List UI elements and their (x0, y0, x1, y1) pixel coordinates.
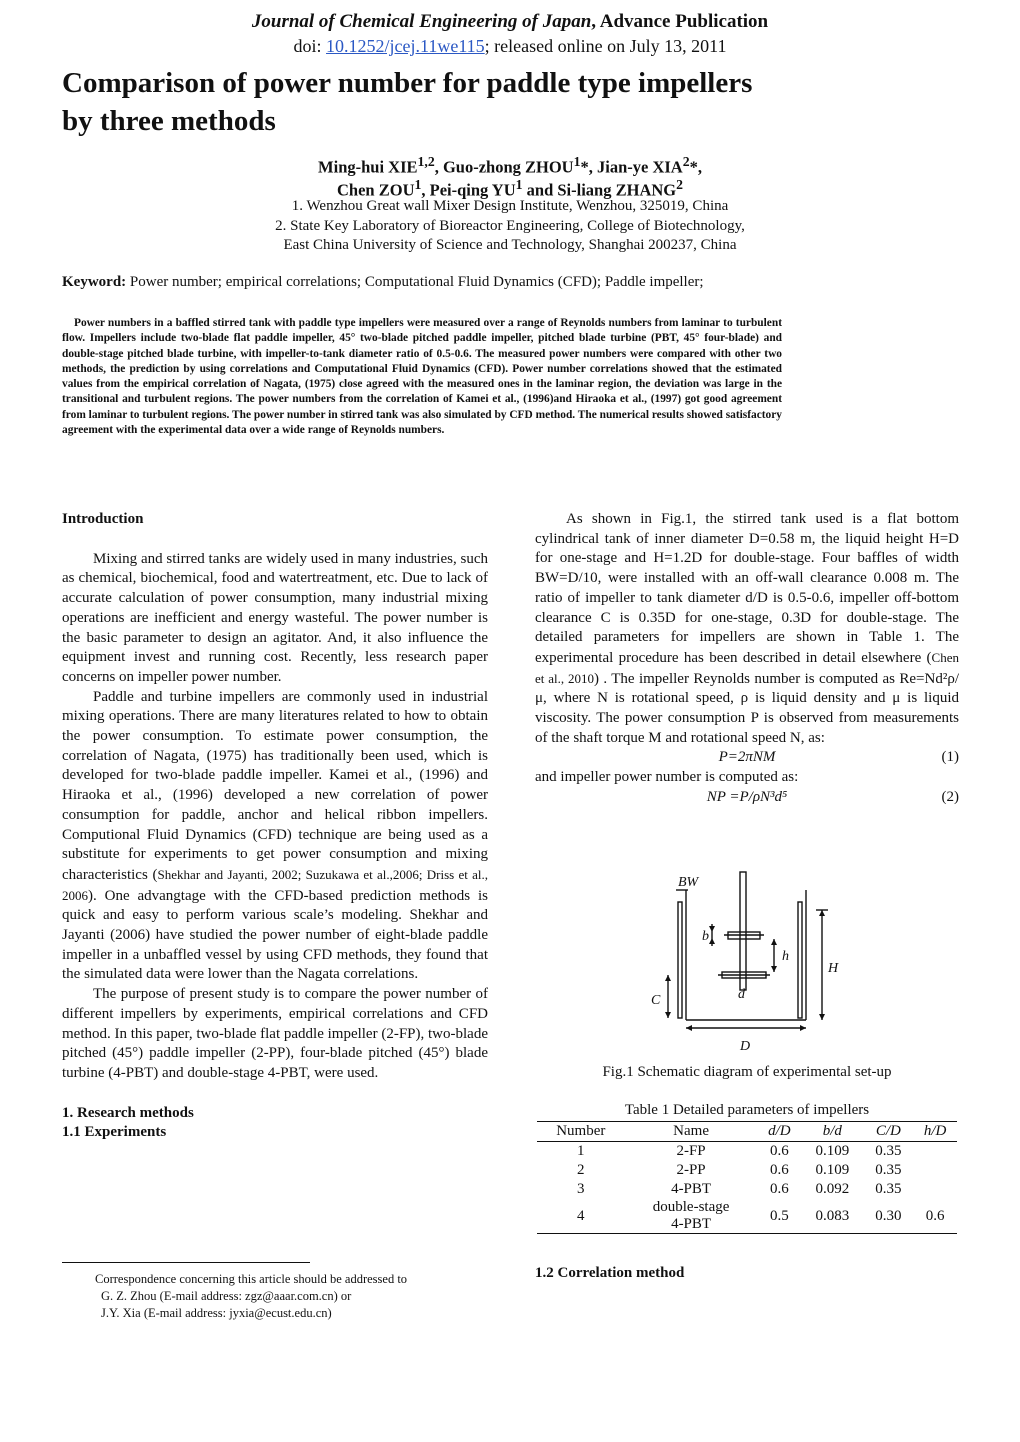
table-cell (625, 1199, 758, 1234)
table-header-row (537, 1122, 957, 1142)
cell-line: double-stage (652, 1199, 730, 1215)
author-sup: 1 (515, 177, 523, 192)
subsection-heading: 1.2 Correlation method (535, 1265, 685, 1281)
affiliation-2: 2. State Key Laboratory of Bioreactor Engineering, College of Biotechnology, (275, 218, 745, 234)
table-cell: 3 (577, 1181, 585, 1197)
table-cell: 2-FP (676, 1143, 706, 1159)
footnote-line: Correspondence concerning this article should be addressed to (95, 1272, 408, 1286)
table-cell: 0.109 (815, 1162, 850, 1178)
table-cell: 0.35 (875, 1162, 902, 1178)
setup-text: As shown in Fig.1, the stirred tank used is a flat bottom cylindrical tank of inner diameter D=0.58 m, the liquid height H=D for one-stage and H=1.2D for double-stage. Four baffles of width BW=D/10, were installed with an off-wall clearance 0.008 m. The ratio of impeller to tank diameter d/D is 0.5-0.6, impeller off-bottom clearance C is 0.35D for one-stage, 0.3D for double-stage. The detailed parameters for impellers are shown in Table 1. The experimental procedure has been described in detail elsewhere ( (535, 511, 959, 666)
title-line-2: by three methods (62, 105, 276, 137)
author-name: Guo-zhong ZHOU (442, 157, 574, 177)
label-d: d (738, 987, 745, 1002)
table-cell: 0.6 (769, 1143, 789, 1159)
table-cell: 0.35 (875, 1181, 902, 1197)
table-cell: 0.6 (913, 1199, 957, 1234)
table-cell: 0.6 (769, 1162, 789, 1178)
intro-p2-text: Paddle and turbine impellers are commonly used in industrial mixing operations. There are many literatures related to how to obtain the power consumption. To estimate power consumption, the correlation of Nagata, (1975) has traditionally been used, which is developed for two-blade paddle impeller. Kamei et al., (1996) and Hiraoka et al., (1996) developed a new correlation of power consumption for paddle, anchor and helical ribbon impellers. Computional Fluid Dynamics (CFD) technique are being used as a substitute for experiments to get power consumption and mixing characteristics ( (62, 688, 488, 883)
journal-sep: , (591, 11, 600, 32)
right-column (535, 510, 959, 808)
table-row (537, 1142, 957, 1162)
abstract: Power numbers in a baffled stirred tank with paddle type impellers were measured over a range of Reynolds numbers from laminar to turbulent flow. Impellers include two-blade flat paddle impeller, 45° two-blade pitched paddle impeller, pitched blade turbine (PBT, 45° four-blade) and double-stage pitched blade turbine, with impeller-to-tank diameter ratio of 0.5-0.6. The measured power numbers were compared with other two methods, the prediction by using correlations and Computational Fluid Dynamics (CFD). Power number correlations showed that the estimated values from the empirical correlation of Nagata, (1975) close agreed with the measured ones in the laminar region, the deviation was large in the transitional and turbulent regions. The power numbers from the correlation of Kamei et al., (1996)and Hiraoka et al., (1997) got good agreement from laminar to turbulent regions. The power number in stirred tank was also simulated by CFD method. The numerical results showed satisfactory agreement with the experimental data over a wide range of Reynolds numbers. (62, 317, 782, 437)
keywords (62, 274, 962, 291)
baffle-right (798, 902, 802, 1018)
label-h: h (782, 949, 789, 964)
equation-text: P=2πNM (718, 749, 776, 766)
col-header: Name (625, 1122, 758, 1142)
label-D: D (740, 1039, 751, 1054)
equation-1 (535, 748, 959, 768)
equation-text: NP =P/ρN³d⁵ (706, 789, 788, 806)
table-cell: 4 (537, 1199, 625, 1234)
doi-prefix: doi: (293, 36, 327, 56)
author-sup: 1 (573, 154, 581, 169)
keyword-label: Keyword: (62, 274, 127, 290)
impeller-parameters-table (537, 1121, 957, 1234)
table-cell (913, 1161, 957, 1180)
col-header: Number (537, 1122, 625, 1142)
author-name: Chen ZOU (337, 180, 415, 200)
table-cell (913, 1180, 957, 1199)
intro-p2-text-cont: ). One advangtage with the CFD-based prediction methods is quick and easy to perform various scale’s modeling. Shekhar and Jayanti (2006) have studied the power number of eight-blade paddle impeller in a unbaffled vessel by using CFD methods, they found that the simulated data were lower than the Nagata correlations. (62, 887, 488, 983)
label-C: C (651, 993, 661, 1008)
doi-line (0, 34, 1020, 58)
equation-number: (1) (941, 749, 959, 766)
affiliation-1: 1. Wenzhou Great wall Mixer Design Institute, Wenzhou, 325019, China (291, 198, 729, 214)
author-sup: 2 (682, 154, 690, 169)
table-cell: 0.083 (801, 1199, 863, 1234)
table-row (537, 1180, 957, 1199)
col-header: C/D (863, 1122, 913, 1142)
author-sup: 1,2 (417, 154, 435, 169)
citation: Shekhar and Jayanti, 2002; Suzukawa et al.,2006; Driss et al., 2006 (62, 866, 488, 903)
equation-number: (2) (941, 789, 959, 806)
author-sep: *, (689, 157, 702, 177)
label-H: H (828, 961, 839, 976)
paper-title (62, 64, 962, 140)
author-sep: , (434, 157, 443, 177)
doi-link[interactable]: 10.1252/jcej.11we115 (326, 36, 485, 56)
baffle-left (678, 902, 682, 1018)
title-line-1: Comparison of power number for paddle type impellers (62, 67, 753, 99)
section-heading: 1. Research methods (62, 1104, 194, 1121)
table-cell: 0.30 (863, 1199, 913, 1234)
author-name: Si-liang ZHANG (557, 180, 677, 200)
table-cell: 1 (577, 1143, 585, 1159)
author-name: Pei-qing YU (429, 180, 516, 200)
equation-2 (535, 788, 959, 808)
keyword-text: Power number; empirical correlations; Computational Fluid Dynamics (CFD); Paddle impeller; (126, 274, 704, 290)
release-date: ; released online on July 13, 2011 (484, 36, 727, 56)
footnote-line: G. Z. Zhou (E-mail address: zgz@aaar.com.cn) or (101, 1289, 352, 1303)
table-cell: 0.092 (815, 1181, 850, 1197)
setup-text-cont: ) . The impeller Reynolds number is computed as Re=Nd²ρ/μ, where N is rotational speed, ρ is liquid density and μ is liquid viscosity. The power consumption P is observed from measurements of the shaft torque M and rotational speed N, as: (535, 670, 959, 746)
cell-line: 4-PBT (671, 1216, 712, 1232)
author-sep: and (522, 180, 558, 200)
journal-status: Advance Publication (599, 11, 769, 32)
tank-schematic-figure (640, 868, 860, 1058)
table-caption: Table 1 Detailed parameters of impellers (624, 1102, 870, 1118)
setup-paragraph (535, 510, 959, 748)
table-cell: 2 (577, 1162, 585, 1178)
table-row (537, 1199, 957, 1234)
author-sup: 1 (414, 177, 422, 192)
table-cell: 2-PP (676, 1162, 706, 1178)
journal-header (0, 10, 1020, 34)
col-header: b/d (801, 1122, 863, 1142)
intro-paragraph-1: Mixing and stirred tanks are widely used in many industries, such as chemical, biochemical, food and watertreatment, etc. Due to lack of accurate calculation of power consumption, many industrial mixing operations are inefficient and energy wasteful. The power number is the basic parameter to design an agitator. And, it also influence the equipment invest and running cost. Recently, less research paper concerns on impeller power number. (62, 550, 488, 685)
author-name: Ming-hui XIE (318, 157, 418, 177)
table-cell: 4-PBT (671, 1181, 712, 1197)
table-cell: 0.35 (875, 1143, 902, 1159)
table-cell: 0.6 (769, 1181, 789, 1197)
table-cell (913, 1142, 957, 1162)
author-sup: 2 (676, 177, 683, 192)
footnote-rule (62, 1262, 310, 1263)
intro-paragraph-2 (62, 688, 488, 986)
figure-caption: Fig.1 Schematic diagram of experimental set-up (602, 1064, 892, 1080)
subsection-heading: 1.1 Experiments (62, 1124, 167, 1141)
label-bw: BW (678, 875, 699, 890)
author-sep: , (421, 180, 430, 200)
citation: Chen et al., 2010 (535, 649, 959, 686)
label-b: b (702, 929, 709, 944)
affiliation-2-cont: East China University of Science and Technology, Shanghai 200237, China (283, 237, 737, 253)
col-header: d/D (758, 1122, 802, 1142)
footnote-line: J.Y. Xia (E-mail address: jyxia@ecust.edu.cn) (101, 1306, 332, 1320)
intro-heading: Introduction (62, 511, 144, 527)
intro-paragraph-3: The purpose of present study is to compare the power number of different impellers by experiments, empirical correlations and CFD method. In this paper, two-blade flat paddle impeller (2-FP), two-blade pitched (45°) paddle impeller (2-PP), four-blade pitched (45°) blade turbine (4-PBT) and double-stage 4-PBT, were used. (62, 986, 488, 1081)
left-column (62, 510, 488, 1143)
author-name: Jian-ye XIA (596, 157, 683, 177)
table-row (537, 1161, 957, 1180)
author-sep: *, (580, 157, 597, 177)
table-cell: 0.109 (815, 1143, 850, 1159)
journal-name: Journal of Chemical Engineering of Japan (251, 11, 592, 32)
table-cell: 0.5 (758, 1199, 802, 1234)
col-header: h/D (913, 1122, 957, 1142)
equation-intro: and impeller power number is computed as: (535, 769, 799, 786)
